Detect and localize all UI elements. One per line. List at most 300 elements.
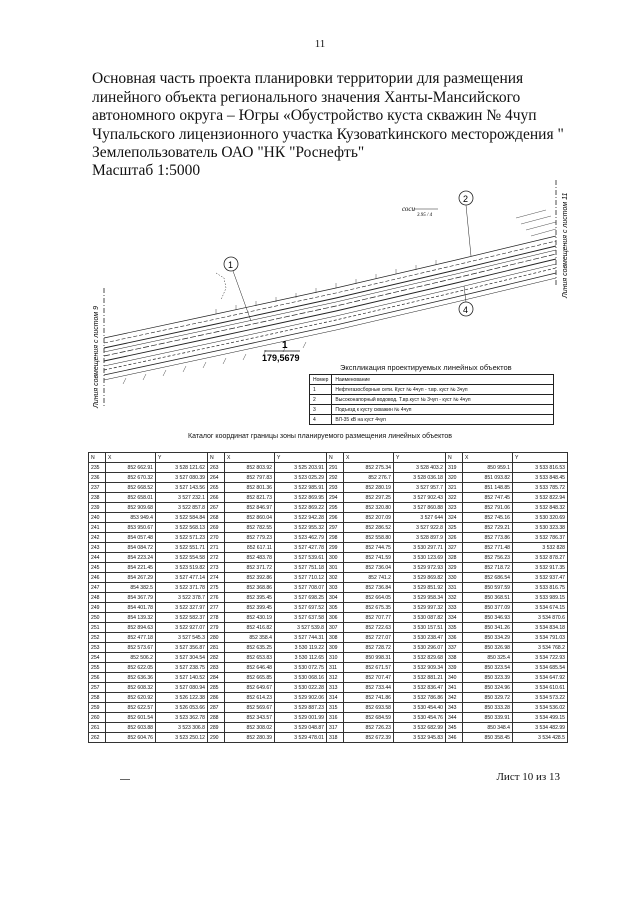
point-number: 255 <box>89 663 106 673</box>
x-coordinate: 850 377.09 <box>463 603 513 613</box>
point-number: 248 <box>89 593 106 603</box>
point-number: 257 <box>89 683 106 693</box>
point-number: 301 <box>327 563 344 573</box>
x-coordinate: 850 329.72 <box>463 693 513 703</box>
point-number: 317 <box>327 723 344 733</box>
coordinate-table-body <box>89 463 568 743</box>
x-coordinate: 850 323.54 <box>463 663 513 673</box>
point-number: 328 <box>446 553 463 563</box>
point-number: 327 <box>446 543 463 553</box>
header-n: N <box>208 453 225 463</box>
x-coordinate: 850 324.96 <box>463 683 513 693</box>
y-coordinate: 3 529 851.92 <box>394 583 446 593</box>
point-number: 288 <box>208 713 225 723</box>
point-number: 264 <box>208 473 225 483</box>
y-coordinate: 3 527 697.52 <box>275 603 327 613</box>
y-coordinate: 3 527 539.8 <box>275 623 327 633</box>
point-number: 341 <box>446 683 463 693</box>
x-coordinate: 852 773.86 <box>463 533 513 543</box>
x-coordinate: 853 950.67 <box>106 523 156 533</box>
point-number: 330 <box>446 573 463 583</box>
point-number: 259 <box>89 703 106 713</box>
point-number: 262 <box>89 733 106 743</box>
legend-row <box>310 415 554 425</box>
point-number: 326 <box>446 533 463 543</box>
y-coordinate: 3 522 571.23 <box>156 533 208 543</box>
table-row <box>89 713 568 723</box>
road-label: соси <box>402 205 416 213</box>
chainage-bottom: 179,5679 <box>262 353 300 363</box>
point-number: 295 <box>327 503 344 513</box>
point-number: 310 <box>327 653 344 663</box>
point-number: 271 <box>208 543 225 553</box>
x-coordinate: 852 803.92 <box>225 463 275 473</box>
x-coordinate: 850 333.28 <box>463 703 513 713</box>
point-number: 331 <box>446 583 463 593</box>
header-x: X <box>463 453 513 463</box>
y-coordinate: 3 532 828 <box>513 543 568 553</box>
y-coordinate: 3 530 238.47 <box>394 633 446 643</box>
point-number: 287 <box>208 703 225 713</box>
y-coordinate: 3 527 902.43 <box>394 493 446 503</box>
table-row <box>89 663 568 673</box>
header-x: X <box>106 453 156 463</box>
road-label-sub: 3.95 / 4 <box>417 213 433 218</box>
point-number: 244 <box>89 553 106 563</box>
x-coordinate: 852 736.84 <box>344 583 394 593</box>
y-coordinate: 3 532 822.94 <box>513 493 568 503</box>
title-line: Чупальского лицензионного участка Кузоватkинского месторождения " <box>92 125 564 143</box>
x-coordinate: 852 280.19 <box>344 483 394 493</box>
y-coordinate: 3 532 878.27 <box>513 553 568 563</box>
y-coordinate: 3 530 022.28 <box>275 683 327 693</box>
y-coordinate: 3 530 072.75 <box>275 663 327 673</box>
x-coordinate: 852 860.04 <box>225 513 275 523</box>
legend-row <box>310 395 554 405</box>
x-coordinate: 850 998.31 <box>344 653 394 663</box>
legend-header-name: Наименование <box>332 375 554 385</box>
x-coordinate: 852 635.25 <box>225 643 275 653</box>
point-number: 278 <box>208 613 225 623</box>
header-n: N <box>446 453 463 463</box>
x-coordinate: 852 821.73 <box>225 493 275 503</box>
y-coordinate: 3 522 927.07 <box>156 623 208 633</box>
point-number: 263 <box>208 463 225 473</box>
table-row <box>89 533 568 543</box>
x-coordinate: 850 326.98 <box>463 643 513 653</box>
y-coordinate: 3 523 250.12 <box>156 733 208 743</box>
y-coordinate: 3 526 122.38 <box>156 693 208 703</box>
table-row <box>89 553 568 563</box>
point-number: 290 <box>208 733 225 743</box>
x-coordinate: 852 672.39 <box>344 733 394 743</box>
point-number: 280 <box>208 633 225 643</box>
legend-number: 1 <box>310 385 332 395</box>
y-coordinate: 3 532 945.83 <box>394 733 446 743</box>
catalog-title: Каталог координат границы зоны планируемого размещения линейных объектов <box>188 433 452 440</box>
y-coordinate: 3 533 848.45 <box>513 473 568 483</box>
x-coordinate: 852 477.18 <box>106 633 156 643</box>
x-coordinate: 854 267.29 <box>106 573 156 583</box>
point-number: 241 <box>89 523 106 533</box>
point-number: 246 <box>89 573 106 583</box>
x-coordinate: 852 733.44 <box>344 683 394 693</box>
point-number: 343 <box>446 703 463 713</box>
y-coordinate: 3 530 296.07 <box>394 643 446 653</box>
y-coordinate: 3 527 232.1 <box>156 493 208 503</box>
y-coordinate: 3 527 545.3 <box>156 633 208 643</box>
point-number: 293 <box>327 483 344 493</box>
scale-label: Масштаб 1:5000 <box>92 162 201 179</box>
left-match-line-label: Линия совмещения с листом 9 <box>93 305 100 408</box>
point-number: 253 <box>89 643 106 653</box>
sheet-label: Лист 10 из 13 <box>496 771 560 783</box>
y-coordinate: 3 527 140.52 <box>156 673 208 683</box>
x-coordinate: 852 368.86 <box>225 583 275 593</box>
point-number: 305 <box>327 603 344 613</box>
y-coordinate: 3 527 477.14 <box>156 573 208 583</box>
point-number: 237 <box>89 483 106 493</box>
x-coordinate: 851 093.82 <box>463 473 513 483</box>
table-row <box>89 483 568 493</box>
y-coordinate: 3 522 955.32 <box>275 523 327 533</box>
page-number: 11 <box>314 38 326 50</box>
x-coordinate: 852 620.92 <box>106 693 156 703</box>
y-coordinate: 3 534 647.92 <box>513 673 568 683</box>
y-coordinate: 3 534 499.15 <box>513 713 568 723</box>
point-number: 318 <box>327 733 344 743</box>
y-coordinate: 3 532 836.47 <box>394 683 446 693</box>
point-number: 286 <box>208 693 225 703</box>
y-coordinate: 3 522 371.78 <box>156 583 208 593</box>
y-coordinate: 3 528 897.9 <box>394 533 446 543</box>
x-coordinate: 852 707.47 <box>344 673 394 683</box>
table-row <box>89 463 568 473</box>
x-coordinate: 852 894.63 <box>106 623 156 633</box>
x-coordinate: 852 707.77 <box>344 613 394 623</box>
y-coordinate: 3 532 829.68 <box>394 653 446 663</box>
x-coordinate: 850 323.39 <box>463 673 513 683</box>
point-number: 251 <box>89 623 106 633</box>
x-coordinate: 852 782.55 <box>225 523 275 533</box>
point-number: 281 <box>208 643 225 653</box>
point-number: 298 <box>327 533 344 543</box>
point-number: 315 <box>327 703 344 713</box>
callout-1-label: 1 <box>228 260 234 270</box>
point-number: 268 <box>208 513 225 523</box>
point-number: 306 <box>327 613 344 623</box>
point-number: 322 <box>446 493 463 503</box>
x-coordinate: 852 343.57 <box>225 713 275 723</box>
x-coordinate: 852 747.45 <box>463 493 513 503</box>
y-coordinate: 3 527 637.58 <box>275 613 327 623</box>
y-coordinate: 3 532 682.99 <box>394 723 446 733</box>
y-coordinate: 3 530 157.51 <box>394 623 446 633</box>
x-coordinate: 852 671.57 <box>344 663 394 673</box>
y-coordinate: 3 529 958.34 <box>394 593 446 603</box>
y-coordinate: 3 529 001.99 <box>275 713 327 723</box>
y-coordinate: 3 522 985.91 <box>275 483 327 493</box>
point-number: 300 <box>327 553 344 563</box>
x-coordinate: 852 276.7 <box>344 473 394 483</box>
y-coordinate: 3 527 080.94 <box>156 683 208 693</box>
point-number: 252 <box>89 633 106 643</box>
x-coordinate: 852 668.52 <box>106 483 156 493</box>
point-number: 307 <box>327 623 344 633</box>
y-coordinate: 3 527 427.78 <box>275 543 327 553</box>
y-coordinate: 3 523 519.82 <box>156 563 208 573</box>
point-number: 292 <box>327 473 344 483</box>
point-number: 316 <box>327 713 344 723</box>
y-coordinate: 3 530 068.16 <box>275 673 327 683</box>
x-coordinate: 852 801.36 <box>225 483 275 493</box>
callout-2 <box>459 191 473 256</box>
y-coordinate: 3 527 644 <box>394 513 446 523</box>
coordinate-header-row <box>89 453 568 463</box>
title-line: линейного объекта регионального значения Ханты-Мансийского <box>92 88 521 106</box>
point-number: 308 <box>327 633 344 643</box>
point-number: 296 <box>327 513 344 523</box>
point-number: 247 <box>89 583 106 593</box>
y-coordinate: 3 530 297.71 <box>394 543 446 553</box>
y-coordinate: 3 532 909.34 <box>394 663 446 673</box>
table-row <box>89 543 568 553</box>
table-row <box>89 683 568 693</box>
x-coordinate: 854 401.78 <box>106 603 156 613</box>
x-coordinate: 852 483.78 <box>225 553 275 563</box>
x-coordinate: 852 392.86 <box>225 573 275 583</box>
x-coordinate: 852 280.39 <box>225 733 275 743</box>
point-number: 265 <box>208 483 225 493</box>
table-row <box>89 573 568 583</box>
point-number: 336 <box>446 633 463 643</box>
point-number: 335 <box>446 623 463 633</box>
y-coordinate: 3 522 582.37 <box>156 613 208 623</box>
point-number: 313 <box>327 683 344 693</box>
pipeline-corridor <box>104 210 556 384</box>
x-coordinate: 852 286.52 <box>344 523 394 533</box>
table-row <box>89 523 568 533</box>
table-row <box>89 643 568 653</box>
y-coordinate: 3 527 539.61 <box>275 553 327 563</box>
point-number: 258 <box>89 693 106 703</box>
x-coordinate: 852 658.01 <box>106 493 156 503</box>
point-number: 276 <box>208 593 225 603</box>
x-coordinate: 852 622.57 <box>106 703 156 713</box>
x-coordinate: 852 686.54 <box>463 573 513 583</box>
x-coordinate: 852 358.4 <box>225 633 275 643</box>
y-coordinate: 3 530 087.82 <box>394 613 446 623</box>
x-coordinate: 852 608.32 <box>106 683 156 693</box>
table-row <box>89 623 568 633</box>
point-number: 269 <box>208 523 225 533</box>
y-coordinate: 3 530 112.65 <box>275 653 327 663</box>
header-y: Y <box>275 453 327 463</box>
y-coordinate: 3 525 203.91 <box>275 463 327 473</box>
table-row <box>89 563 568 573</box>
legend-number: 3 <box>310 405 332 415</box>
y-coordinate: 3 529 478.01 <box>275 733 327 743</box>
point-number: 273 <box>208 563 225 573</box>
y-coordinate: 3 534 482.99 <box>513 723 568 733</box>
y-coordinate: 3 523 306.8 <box>156 723 208 733</box>
y-coordinate: 3 534 610.61 <box>513 683 568 693</box>
header-y: Y <box>513 453 568 463</box>
point-number: 285 <box>208 683 225 693</box>
table-row <box>89 613 568 623</box>
y-coordinate: 3 534 685.54 <box>513 663 568 673</box>
point-number: 314 <box>327 693 344 703</box>
x-coordinate: 850 358.45 <box>463 733 513 743</box>
x-coordinate: 852 614.23 <box>225 693 275 703</box>
x-coordinate: 850 348.4 <box>463 723 513 733</box>
coordinate-catalog <box>88 452 567 761</box>
point-number: 342 <box>446 693 463 703</box>
y-coordinate: 3 534 870.6 <box>513 613 568 623</box>
point-number: 284 <box>208 673 225 683</box>
table-row <box>89 593 568 603</box>
y-coordinate: 3 529 972.93 <box>394 563 446 573</box>
legend-header-row <box>310 375 554 385</box>
y-coordinate: 3 522 568.13 <box>156 523 208 533</box>
point-number: 294 <box>327 493 344 503</box>
x-coordinate: 852 741.59 <box>344 553 394 563</box>
point-number: 282 <box>208 653 225 663</box>
y-coordinate: 3 528 121.62 <box>156 463 208 473</box>
chainage-top: 1 <box>282 340 288 351</box>
y-coordinate: 3 523 025.29 <box>275 473 327 483</box>
x-coordinate: 852 371.72 <box>225 563 275 573</box>
y-coordinate: 3 534 768.2 <box>513 643 568 653</box>
point-number: 319 <box>446 463 463 473</box>
point-number: 297 <box>327 523 344 533</box>
point-number: 329 <box>446 563 463 573</box>
x-coordinate: 852 909.68 <box>106 503 156 513</box>
y-coordinate: 3 533 785.72 <box>513 483 568 493</box>
x-coordinate: 852 653.83 <box>225 653 275 663</box>
y-coordinate: 3 522 942.28 <box>275 513 327 523</box>
y-coordinate: 3 530 123.69 <box>394 553 446 563</box>
point-number: 277 <box>208 603 225 613</box>
y-coordinate: 3 534 428.5 <box>513 733 568 743</box>
x-coordinate: 852 604.76 <box>106 733 156 743</box>
point-number: 274 <box>208 573 225 583</box>
x-coordinate: 850 597.59 <box>463 583 513 593</box>
y-coordinate: 3 532 848.32 <box>513 503 568 513</box>
x-coordinate: 850 346.93 <box>463 613 513 623</box>
y-coordinate: 3 527 860.88 <box>394 503 446 513</box>
y-coordinate: 3 534 674.15 <box>513 603 568 613</box>
point-number: 346 <box>446 733 463 743</box>
x-coordinate: 854 084.72 <box>106 543 156 553</box>
point-number: 334 <box>446 613 463 623</box>
x-coordinate: 850 368.51 <box>463 593 513 603</box>
point-number: 245 <box>89 563 106 573</box>
point-number: 332 <box>446 593 463 603</box>
point-number: 243 <box>89 543 106 553</box>
legend-header-number: Номер <box>310 375 332 385</box>
point-number: 345 <box>446 723 463 733</box>
y-coordinate: 3 522 869.22 <box>275 503 327 513</box>
table-row <box>89 733 568 743</box>
legend-name: Высоконапорный водовод. Т.вр.куст № 3чуп - куст № 4чуп <box>332 395 554 405</box>
point-number: 337 <box>446 643 463 653</box>
x-coordinate: 852 649.67 <box>225 683 275 693</box>
x-coordinate: 850 325.4 <box>463 653 513 663</box>
y-coordinate: 3 530 323.38 <box>513 523 568 533</box>
x-coordinate: 852 791.06 <box>463 503 513 513</box>
point-number: 311 <box>327 663 344 673</box>
x-coordinate: 852 664.05 <box>344 593 394 603</box>
point-number: 320 <box>446 473 463 483</box>
x-coordinate: 852 430.19 <box>225 613 275 623</box>
legend-row <box>310 405 554 415</box>
x-coordinate: 854 057.48 <box>106 533 156 543</box>
point-number: 309 <box>327 643 344 653</box>
point-number: 302 <box>327 573 344 583</box>
fold-mark <box>120 779 130 780</box>
header-y: Y <box>394 453 446 463</box>
callout-2-label: 2 <box>463 194 469 204</box>
x-coordinate: 850 339.91 <box>463 713 513 723</box>
header-n: N <box>327 453 344 463</box>
point-number: 256 <box>89 673 106 683</box>
x-coordinate: 851 148.85 <box>463 483 513 493</box>
x-coordinate: 853 949.4 <box>106 513 156 523</box>
table-row <box>89 603 568 613</box>
point-number: 289 <box>208 723 225 733</box>
point-number: 303 <box>327 583 344 593</box>
x-coordinate: 852 275.34 <box>344 463 394 473</box>
point-number: 325 <box>446 523 463 533</box>
y-coordinate: 3 529 997.32 <box>394 603 446 613</box>
x-coordinate: 852 622.05 <box>106 663 156 673</box>
legend-number: 4 <box>310 415 332 425</box>
callout-4-label: 4 <box>463 305 469 315</box>
table-row <box>89 723 568 733</box>
point-number: 272 <box>208 553 225 563</box>
y-coordinate: 3 527 922.8 <box>394 523 446 533</box>
y-coordinate: 3 523 362.78 <box>156 713 208 723</box>
point-number: 266 <box>208 493 225 503</box>
point-number: 312 <box>327 673 344 683</box>
point-number: 236 <box>89 473 106 483</box>
x-coordinate: 852 727.07 <box>344 633 394 643</box>
x-coordinate: 852 684.59 <box>344 713 394 723</box>
point-number: 254 <box>89 653 106 663</box>
x-coordinate: 850 334.29 <box>463 633 513 643</box>
x-coordinate: 852 646.48 <box>225 663 275 673</box>
y-coordinate: 3 527 957.7 <box>394 483 446 493</box>
x-coordinate: 852 736.04 <box>344 563 394 573</box>
x-coordinate: 852 797.83 <box>225 473 275 483</box>
x-coordinate: 852 617.11 <box>225 543 275 553</box>
point-number: 235 <box>89 463 106 473</box>
y-coordinate: 3 529 887.23 <box>275 703 327 713</box>
x-coordinate: 852 320.80 <box>344 503 394 513</box>
x-coordinate: 852 726.23 <box>344 723 394 733</box>
y-coordinate: 3 532 786.37 <box>513 533 568 543</box>
point-number: 261 <box>89 723 106 733</box>
point-number: 333 <box>446 603 463 613</box>
x-coordinate: 852 729.21 <box>463 523 513 533</box>
x-coordinate: 852 662.91 <box>106 463 156 473</box>
y-coordinate: 3 534 791.03 <box>513 633 568 643</box>
x-coordinate: 852 308.02 <box>225 723 275 733</box>
y-coordinate: 3 534 536.02 <box>513 703 568 713</box>
y-coordinate: 3 522 554.58 <box>156 553 208 563</box>
y-coordinate: 3 522 378.7 <box>156 593 208 603</box>
